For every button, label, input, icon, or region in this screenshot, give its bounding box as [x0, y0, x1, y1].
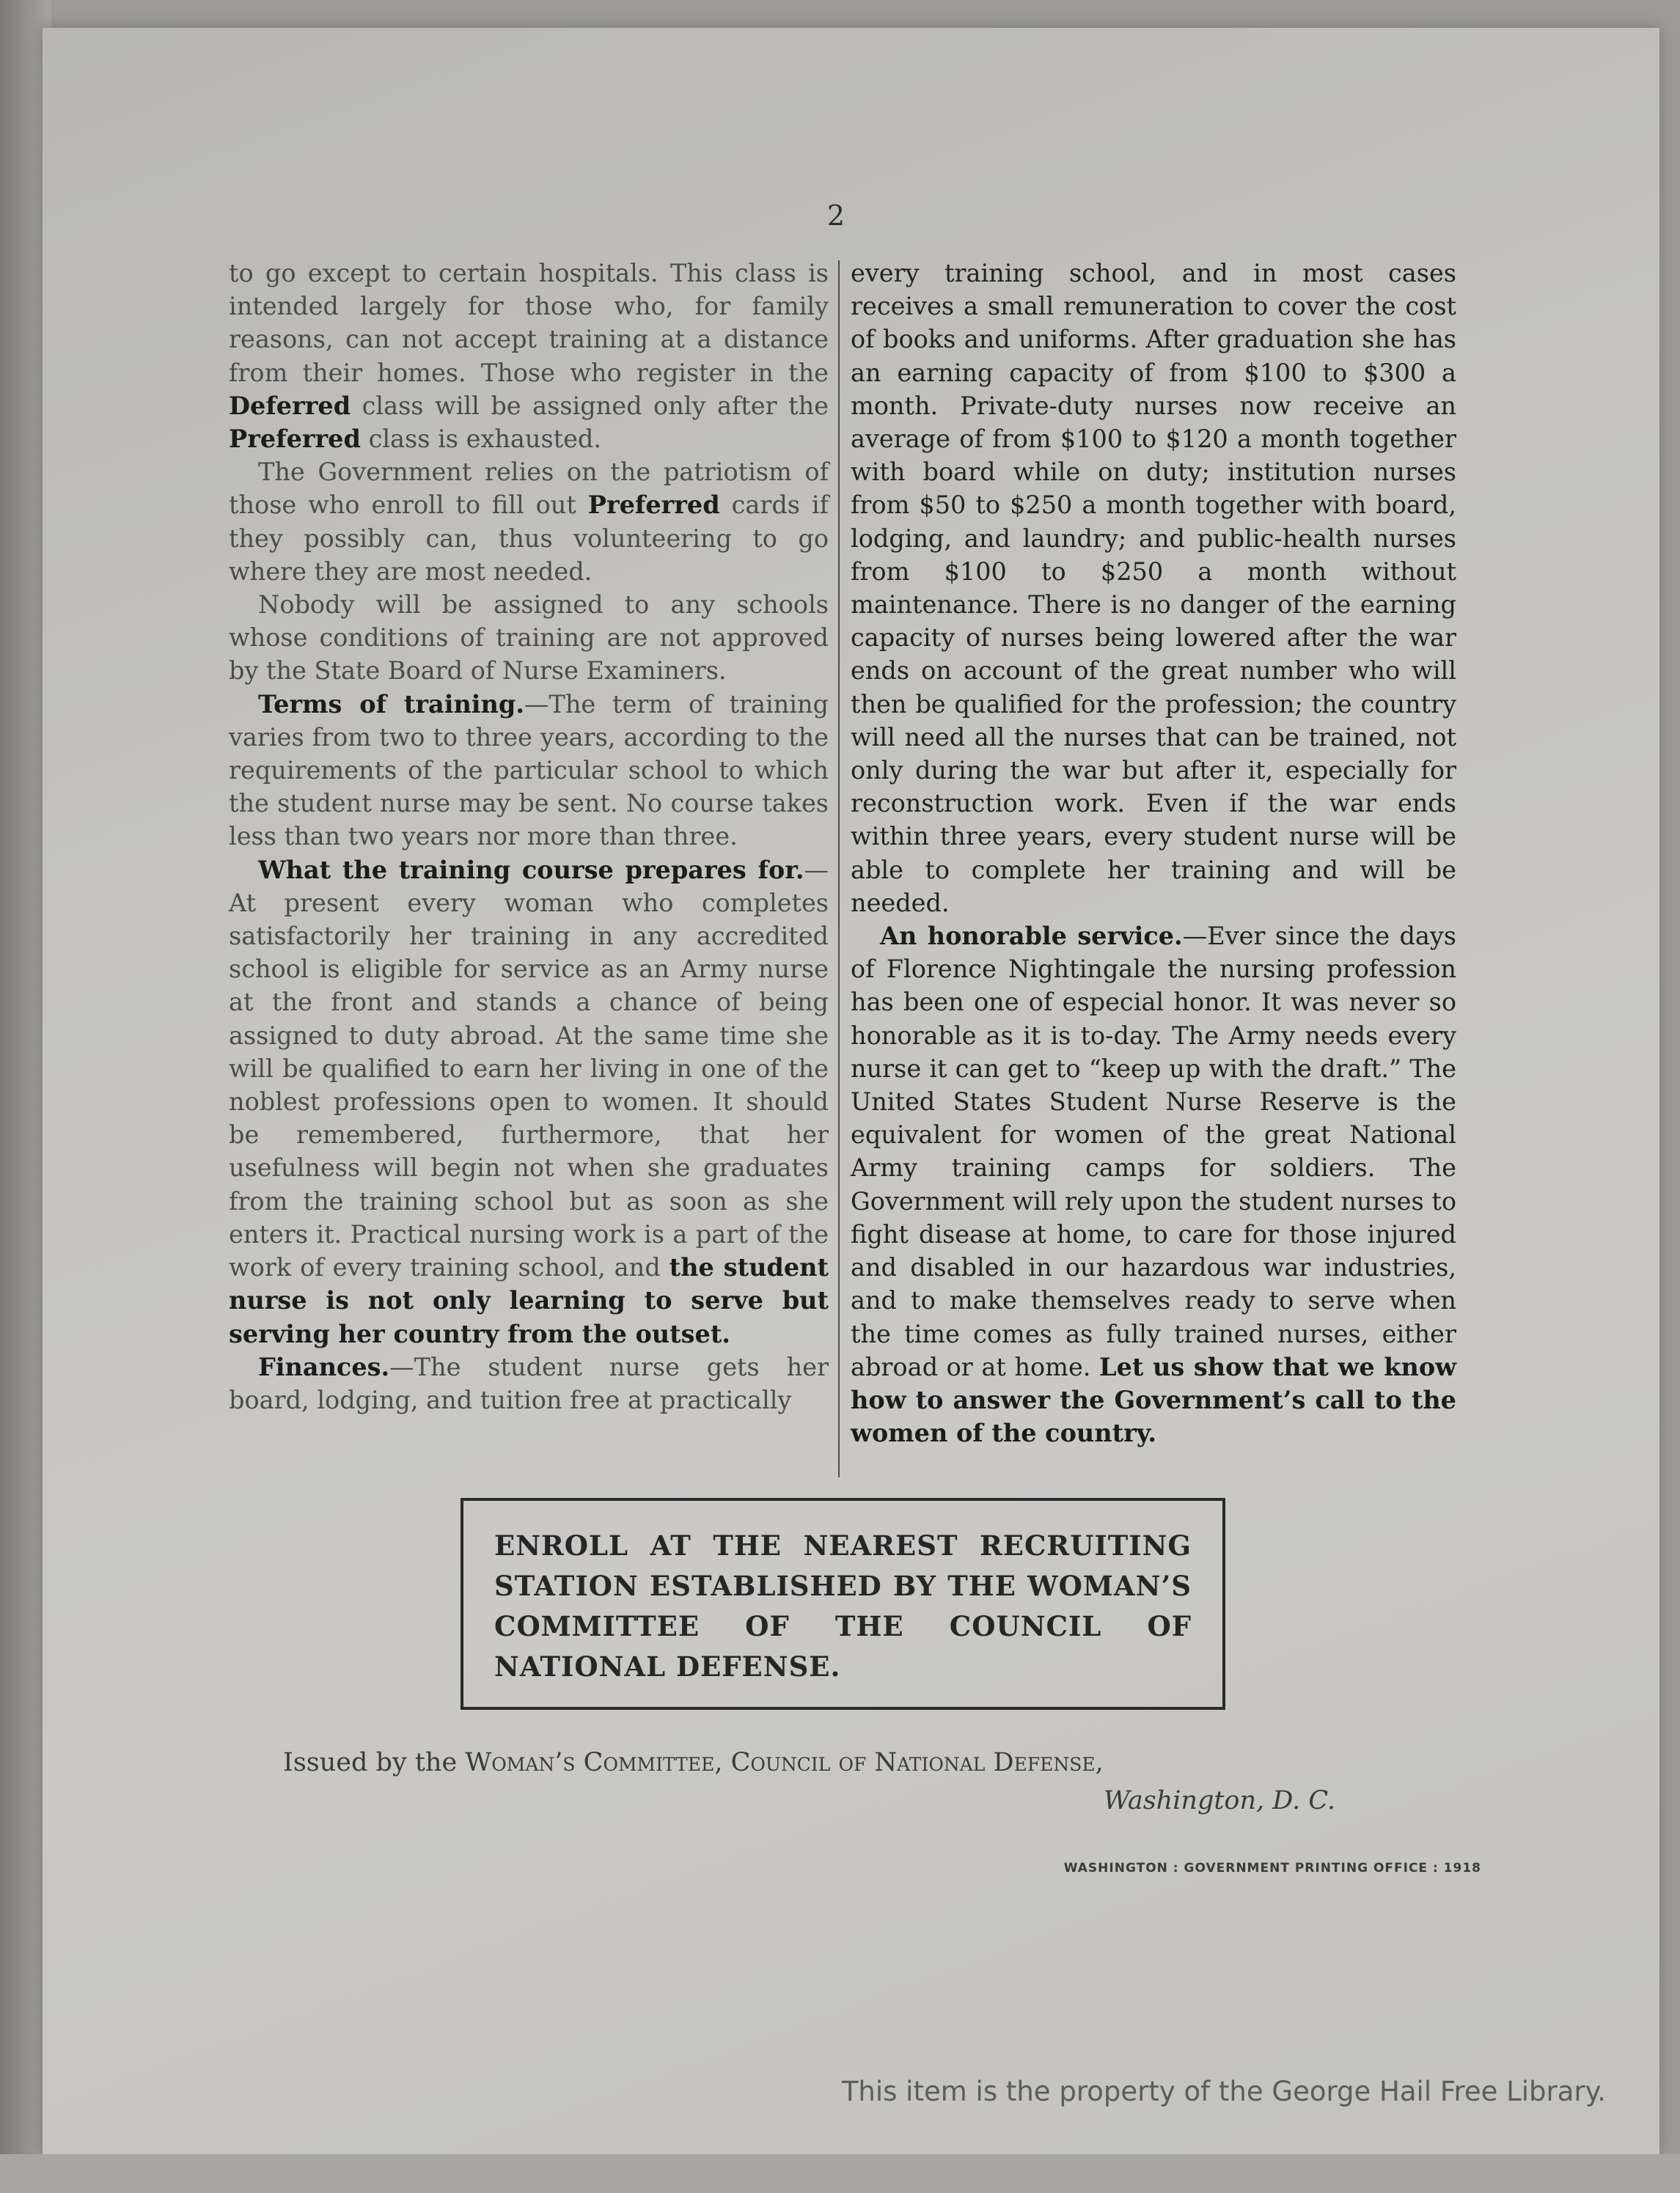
issued-by-line [283, 1744, 1346, 1820]
right-column [851, 257, 1456, 1450]
bold-emphasis: Let us show that we know how to answer the Government’s call to the women of the country. [851, 1352, 1456, 1448]
left-paragraph-2 [229, 455, 829, 588]
paragraph-text: class is exhausted. [368, 425, 602, 454]
paragraph-text: —At present every woman who completes satisfactorily her training in any accredited school is eligible for service as an Army nurse at the front and stands a chance of being assigned to duty abroad. At the same time she will be qualified to earn her living in one of the noblest professions open to women. It should be remembered, furthermore, that her usefulness will begin not when she graduates from the training school but as soon as she enters it. Practical nursing work is a part of the work of every training school, and [229, 855, 829, 1282]
bold-term-deferred: Deferred [229, 391, 351, 420]
paragraph-text: cards if they possibly can, thus volunteering to go where they are most needed. [229, 491, 829, 586]
section-heading-prepares: What the training course prepares for. [258, 855, 804, 884]
left-paragraph-4 [229, 688, 829, 853]
paragraph-text: every training school, and in most cases receives a small remuneration to cover the cost of books and uniforms. After graduation she has an earning capacity of from $100 to $300 a month. Private-duty nurses now receive an average of from $100 to $120 a month together with board while on duty; institution nurses from $50 to $250 a month together with board, lodging, and laundry; and public-health nurses from $100 to $250 a month without maintenance. There is no danger of the earning capacity of nurses being lowered after the war ends on account of the great number who will then be qualified for the profession; the country will need all the nurses that can be trained, not only during the war but after it, especially for reconstruction work. Even if the war ends within three years, every student nurse will be able to complete her training and will be needed. [851, 259, 1456, 917]
paragraph-text: class will be assigned only after the [362, 391, 829, 420]
bold-term-preferred: Preferred [587, 491, 720, 520]
paragraph-text: Nobody will be assigned to any schools whose conditions of training are not approved by the State Board of Nurse Examiners. [229, 590, 829, 686]
paragraph-text: —The student nurse gets her board, lodging, and tuition free at practically [229, 1352, 829, 1414]
issued-by-prefix: Issued by the [283, 1748, 458, 1777]
bold-term-preferred: Preferred [229, 425, 361, 454]
page-number: 2 [826, 199, 845, 232]
enroll-notice-text: ENROLL AT THE NEAREST RECRUITING STATION ESTABLISHED BY THE WOMAN’S COMMITTEE OF THE COUNCIL OF NATIONAL DEFENSE. [494, 1529, 1192, 1683]
section-heading-terms: Terms of training. [258, 689, 524, 719]
bold-emphasis: the student nurse is not only learning to serve but serving her country from the outset. [229, 1253, 829, 1348]
right-paragraph-1 [851, 257, 1456, 919]
left-paragraph-1 [229, 257, 829, 455]
section-heading-honorable: An honorable service. [880, 922, 1183, 951]
right-paragraph-2 [851, 919, 1456, 1450]
library-watermark: This item is the property of the George Hail Free Library. [841, 2076, 1606, 2107]
column-divider [838, 260, 840, 1477]
left-paragraph-6 [229, 1351, 829, 1417]
enroll-notice-box [461, 1498, 1225, 1710]
paragraph-text: —The term of training varies from two to three years, according to the requirements of the particular school to which the student nurse may be sent. No course takes less than two years nor more than three. [229, 689, 829, 851]
printer-imprint: WASHINGTON : GOVERNMENT PRINTING OFFICE : 1918 [1063, 1861, 1481, 1876]
scan-bottom-edge [0, 2154, 1680, 2193]
issuing-organization: Woman’s Committee, Council of National Defense, [465, 1748, 1104, 1777]
section-heading-finances: Finances. [258, 1352, 390, 1381]
left-column [229, 257, 829, 1417]
issued-place: Washington, D. C. [1103, 1786, 1335, 1815]
paragraph-text: —Ever since the days of Florence Nightingale the nursing profession has been one of especial honor. It was never so honorable as it is to-day. The Army needs every nurse it can get to “keep up with the draft.” The United States Student Nurse Reserve is the equivalent for women of the great National Army training camps for soldiers. The Government will rely upon the student nurses to fight disease at home, to care for those injured and disabled in our hazardous war industries, and to make themselves ready to serve when the time comes as fully trained nurses, either abroad or at home. [851, 922, 1456, 1381]
paragraph-text: The Government relies on the patriotism of those who enroll to fill out [229, 458, 829, 520]
left-paragraph-3 [229, 588, 829, 688]
left-paragraph-5 [229, 853, 829, 1351]
paragraph-text: to go except to certain hospitals. This class is intended largely for those who, for family reasons, can not accept training at a distance from their homes. Those who register in the [229, 259, 829, 387]
